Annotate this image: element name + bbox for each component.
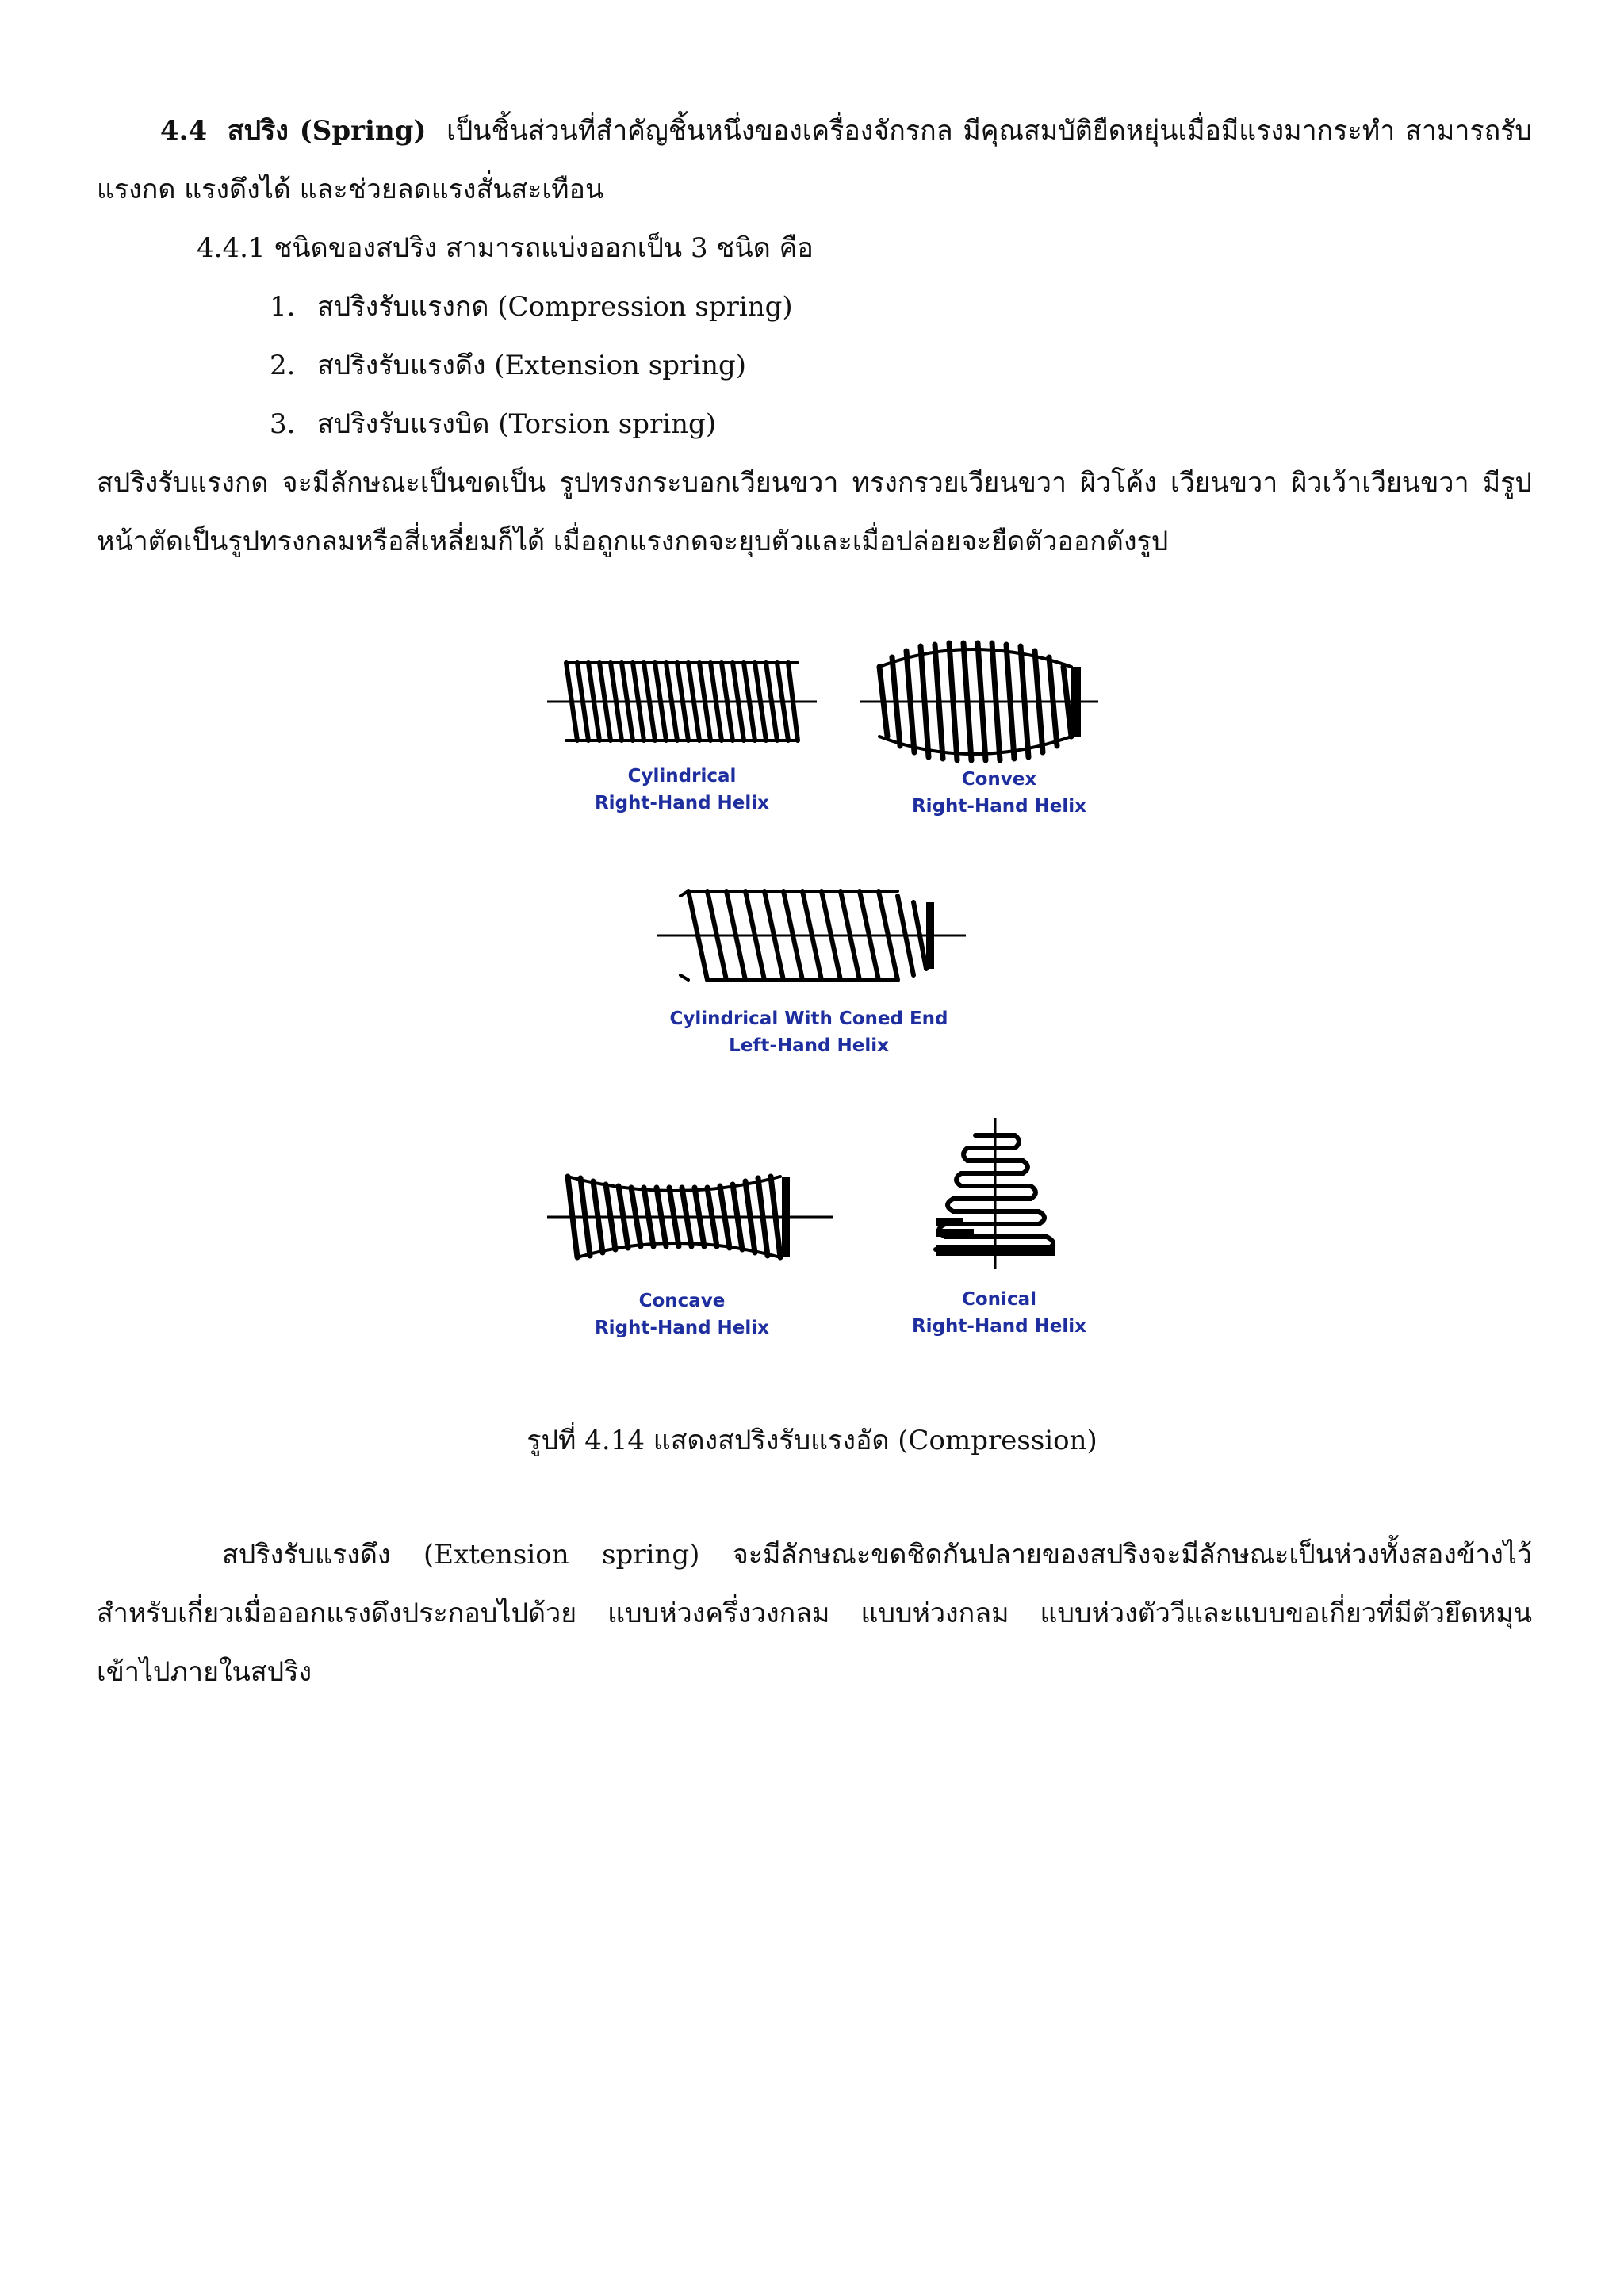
section-intro-paragraph — [97, 101, 1532, 219]
caption-line: Cylindrical — [627, 766, 737, 786]
list-item-number: 2. — [270, 350, 296, 381]
subsection-heading: 4.4.1 ชนิดของสปริง สามารถแบ่งออกเป็น 3 ชนิด คือ — [197, 232, 814, 264]
figure-caption: รูปที่ 4.14 แสดงสปริงรับแรงอัด (Compression) — [527, 1425, 1097, 1456]
caption-line: Cylindrical With Coned End — [669, 1008, 948, 1029]
cylindrical-spring-icon — [547, 650, 817, 753]
list-item — [270, 277, 793, 336]
section-title: สปริง (Spring) — [227, 115, 427, 147]
convex-spring-icon — [860, 638, 1098, 765]
caption-line: Right-Hand Helix — [594, 793, 770, 813]
list-item — [270, 336, 746, 395]
convex-caption — [896, 766, 1102, 820]
caption-line: Left-Hand Helix — [729, 1035, 889, 1056]
list-item-text: สปริงรับแรงกด (Compression spring) — [317, 291, 793, 323]
compression-paragraph: สปริงรับแรงกด จะมีลักษณะเป็นขดเป็น รูปทรงกระบอกเวียนขวา ทรงกรวยเวียนขวา ผิวโค้ง เวียนขวา ผิวเว้าเวียนขวา มีรูปหน้าตัดเป็นรูปทรงกลมหรือสี่เหลี่ยมก็ได้ เมื่อถูกแรงกดจะยุบตัวและเมื่อปล่อยจะยืดตัวออกดังรูป — [97, 467, 1532, 557]
list-item-text: สปริงรับแรงบิด (Torsion spring) — [317, 408, 717, 440]
coned-end-caption — [658, 1005, 959, 1059]
conical-spring-icon — [904, 1118, 1086, 1269]
list-item-text: สปริงรับแรงดึง (Extension spring) — [317, 350, 747, 381]
caption-line: Concave — [638, 1291, 726, 1311]
caption-line: Right-Hand Helix — [594, 1318, 770, 1338]
concave-spring-icon — [547, 1165, 833, 1269]
extension-paragraph: สปริงรับแรงดึง (Extension spring) จะมีลักษณะขดชิดกันปลายของสปริงจะมีลักษณะเป็นห่วงทั้งสองข้างไว้สำหรับเกี่ยวเมื่อออกแรงดึงประกอบไปด้วย แบบห่วงครึ่งวงกลม แบบห่วงกลม แบบห่วงตัววีและแบบขอเกี่ยวที่มีตัวยึดหมุนเข้าไปภายในสปริง — [97, 1539, 1532, 1688]
caption-line: Right-Hand Helix — [911, 1316, 1087, 1337]
list-item — [270, 395, 716, 453]
cylindrical-caption — [579, 763, 785, 817]
concave-caption — [579, 1288, 785, 1341]
section-intro-text: เป็นชิ้นส่วนที่สำคัญชิ้นหนึ่งของเครื่องจักรกล มีคุณสมบัติยืดหยุ่นเมื่อมีแรงมากระทำ สามารถรับแรงกด แรงดึงได้ และช่วยลดแรงสั่นสะเทือน — [97, 115, 1533, 205]
caption-line: Convex — [961, 769, 1037, 790]
conical-caption — [896, 1286, 1102, 1340]
caption-line: Conical — [962, 1289, 1036, 1310]
caption-line: Right-Hand Helix — [911, 796, 1087, 817]
list-item-number: 1. — [270, 291, 296, 323]
coned-end-spring-icon — [657, 880, 966, 991]
list-item-number: 3. — [270, 408, 296, 440]
section-number: 4.4 — [160, 115, 208, 147]
